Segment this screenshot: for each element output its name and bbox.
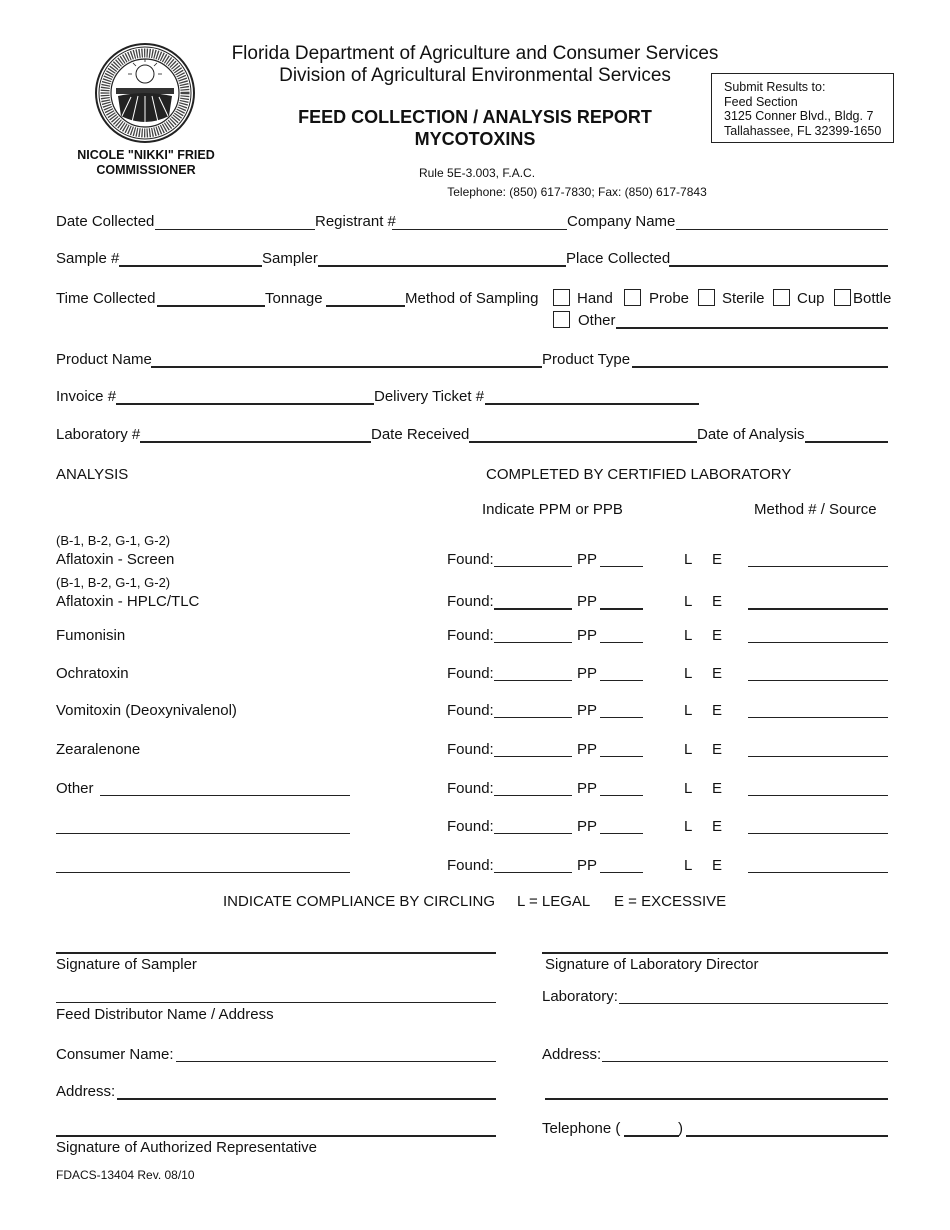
pp-unit-field[interactable] (600, 795, 643, 796)
found-field[interactable] (494, 566, 572, 567)
excessive-option[interactable]: E (712, 818, 723, 835)
found-field[interactable] (494, 642, 572, 643)
analysis-row-label: Vomitoxin (Deoxynivalenol) (56, 702, 237, 719)
consumer-name-label: Consumer Name: (56, 1046, 174, 1063)
address-left-field[interactable] (117, 1098, 496, 1100)
excessive-option[interactable]: E (712, 741, 723, 758)
product-type-field[interactable] (632, 366, 888, 368)
method-source-heading: Method # / Source (754, 501, 877, 518)
tonnage-field[interactable] (326, 305, 405, 307)
found-field[interactable] (494, 717, 572, 718)
method-source-field[interactable] (748, 566, 888, 567)
legal-option[interactable]: L (684, 551, 693, 568)
invoice-field[interactable] (116, 403, 374, 405)
date-of-analysis-label: Date of Analysis (697, 426, 805, 443)
excessive-option[interactable]: E (712, 551, 723, 568)
excessive-option[interactable]: E (712, 627, 723, 644)
method-source-field[interactable] (748, 717, 888, 718)
analysis-row-label: Aflatoxin - HPLC/TLC (56, 593, 200, 610)
address-right-line-2[interactable] (545, 1098, 888, 1100)
consumer-name-field[interactable] (176, 1061, 496, 1062)
date-of-analysis-field[interactable] (805, 441, 888, 443)
pp-label: PP (577, 627, 598, 644)
sterile-label: Sterile (722, 290, 765, 307)
cup-checkbox[interactable] (773, 289, 790, 306)
authorized-signature-label: Signature of Authorized Representative (56, 1139, 317, 1156)
analysis-row-label: Ochratoxin (56, 665, 129, 682)
probe-checkbox[interactable] (624, 289, 641, 306)
area-code-field[interactable] (624, 1135, 679, 1137)
sample-field[interactable] (119, 265, 262, 267)
product-type-label: Product Type (542, 351, 631, 368)
method-source-field[interactable] (748, 872, 888, 873)
found-label: Found: (447, 551, 494, 568)
pp-label: PP (577, 780, 598, 797)
legal-option[interactable]: L (684, 818, 693, 835)
found-label: Found: (447, 818, 494, 835)
pp-unit-field[interactable] (600, 680, 643, 681)
analysis-row-label: Aflatoxin - Screen (56, 551, 175, 568)
cup-label: Cup (797, 290, 825, 307)
legal-option[interactable]: L (684, 627, 693, 644)
laboratory-number-label: Laboratory # (56, 426, 141, 443)
company-name-label: Company Name (567, 213, 676, 230)
found-label: Found: (447, 857, 494, 874)
rule-reference: Rule 5E-3.003, F.A.C. (418, 166, 536, 180)
submit-results-box (711, 73, 894, 143)
sampler-signature-line[interactable] (56, 952, 496, 954)
telephone-label: Telephone ( (542, 1120, 621, 1137)
time-collected-field[interactable] (157, 305, 265, 307)
sterile-checkbox[interactable] (698, 289, 715, 306)
pp-label: PP (577, 551, 598, 568)
analysis-row-label: Fumonisin (56, 627, 126, 644)
hand-label: Hand (577, 290, 613, 307)
address-right-field[interactable] (602, 1061, 888, 1062)
agency-line-2: Division of Agricultural Environmental Services (279, 65, 671, 86)
legal-option[interactable]: L (684, 741, 693, 758)
delivery-ticket-label: Delivery Ticket # (374, 388, 485, 405)
excessive-option[interactable]: E (712, 702, 723, 719)
pp-unit-field[interactable] (600, 833, 643, 834)
pp-unit-field[interactable] (600, 566, 643, 567)
bottle-label: Bottle (853, 290, 892, 307)
other-analyte-field[interactable] (100, 795, 350, 796)
distributor-line[interactable] (56, 1002, 496, 1003)
analysis-row-label: Other (56, 780, 94, 797)
time-collected-label: Time Collected (56, 290, 156, 307)
excessive-option[interactable]: E (712, 857, 723, 874)
legal-option[interactable]: L (684, 702, 693, 719)
method-source-field[interactable] (748, 833, 888, 834)
invoice-label: Invoice # (56, 388, 117, 405)
method-source-field[interactable] (748, 608, 888, 610)
method-source-field[interactable] (748, 756, 888, 757)
excessive-option[interactable]: E (712, 780, 723, 797)
telephone-fax: Telephone: (850) 617-7830; Fax: (850) 617-7843 (447, 185, 707, 199)
commissioner-title: COMMISSIONER (96, 163, 196, 177)
submit-line-4: Tallahassee, FL 32399-1650 (724, 123, 882, 138)
method-of-sampling-label: Method of Sampling (405, 290, 539, 307)
excessive-option[interactable]: E (712, 593, 723, 610)
found-label: Found: (447, 702, 494, 719)
other-method-label: Other (578, 312, 616, 329)
excessive-option[interactable]: E (712, 665, 723, 682)
analysis-row-label: Zearalenone (56, 741, 141, 758)
found-field[interactable] (494, 872, 572, 873)
pp-label: PP (577, 702, 598, 719)
pp-label: PP (577, 665, 598, 682)
found-field[interactable] (494, 795, 572, 796)
found-label: Found: (447, 780, 494, 797)
company-name-field[interactable] (676, 229, 888, 230)
hand-checkbox[interactable] (553, 289, 570, 306)
lab-director-signature-line[interactable] (542, 952, 888, 954)
product-name-label: Product Name (56, 351, 152, 368)
pp-unit-field[interactable] (600, 872, 643, 873)
submit-line-1: Submit Results to: (724, 80, 826, 94)
legal-option[interactable]: L (684, 857, 693, 874)
sample-label: Sample # (56, 250, 120, 267)
pp-label: PP (577, 593, 598, 610)
date-collected-label: Date Collected (56, 213, 155, 230)
found-label: Found: (447, 665, 494, 682)
address-left-label: Address: (56, 1083, 116, 1100)
sampler-label: Sampler (262, 250, 318, 267)
place-collected-field[interactable] (669, 265, 888, 267)
date-collected-field[interactable] (155, 229, 315, 230)
pp-label: PP (577, 818, 598, 835)
pp-label: PP (577, 741, 598, 758)
date-received-field[interactable] (469, 441, 697, 443)
found-field[interactable] (494, 680, 572, 681)
pp-unit-field[interactable] (600, 717, 643, 718)
excessive-key: E = EXCESSIVE (614, 893, 727, 910)
pp-unit-field[interactable] (600, 642, 643, 643)
found-label: Found: (447, 593, 494, 610)
sampler-field[interactable] (318, 265, 566, 267)
tonnage-label: Tonnage (265, 290, 323, 307)
authorized-signature-line[interactable] (56, 1135, 496, 1137)
analysis-heading: ANALYSIS (56, 466, 129, 483)
analysis-row-sub: (B-1, B-2, G-1, G-2) (56, 533, 171, 548)
compliance-instruction: INDICATE COMPLIANCE BY CIRCLING (223, 893, 495, 910)
legal-key: L = LEGAL (517, 893, 591, 910)
form-subtitle: MYCOTOXINS (414, 129, 536, 149)
completed-by-heading: COMPLETED BY CERTIFIED LABORATORY (486, 466, 792, 483)
telephone-close-paren: ) (678, 1120, 683, 1137)
submit-line-2: Feed Section (724, 94, 798, 109)
other-method-field[interactable] (616, 327, 888, 329)
indicate-ppm-ppb: Indicate PPM or PPB (482, 501, 623, 518)
method-source-field[interactable] (748, 642, 888, 643)
found-field[interactable] (494, 756, 572, 757)
sampler-signature-label: Signature of Sampler (56, 956, 197, 973)
pp-unit-field[interactable] (600, 756, 643, 757)
registrant-label: Registrant # (315, 213, 396, 230)
delivery-ticket-field[interactable] (485, 403, 699, 405)
date-received-label: Date Received (371, 426, 470, 443)
product-name-field[interactable] (151, 366, 542, 368)
laboratory-label: Laboratory: (542, 988, 618, 1005)
place-collected-label: Place Collected (566, 250, 671, 267)
found-field[interactable] (494, 608, 572, 610)
address-right-label: Address: (542, 1046, 602, 1063)
probe-label: Probe (649, 290, 690, 307)
distributor-label: Feed Distributor Name / Address (56, 1006, 274, 1023)
method-source-field[interactable] (748, 795, 888, 796)
legal-option[interactable]: L (684, 665, 693, 682)
found-label: Found: (447, 627, 494, 644)
laboratory-number-field[interactable] (140, 441, 371, 443)
other-method-checkbox[interactable] (553, 311, 570, 328)
legal-option[interactable]: L (684, 780, 693, 797)
analysis-row-sub: (B-1, B-2, G-1, G-2) (56, 575, 171, 590)
other-analyte-field[interactable] (56, 833, 350, 834)
form-number: FDACS-13404 Rev. 08/10 (56, 1168, 195, 1182)
found-field[interactable] (494, 833, 572, 834)
laboratory-field[interactable] (619, 1003, 888, 1004)
commissioner-name: NICOLE "NIKKI" FRIED (77, 148, 215, 162)
lab-director-signature-label: Signature of Laboratory Director (545, 956, 759, 973)
agency-line-1: Florida Department of Agriculture and Consumer Services (231, 43, 719, 64)
form-title: FEED COLLECTION / ANALYSIS REPORT (298, 107, 652, 127)
pp-label: PP (577, 857, 598, 874)
submit-line-3: 3125 Conner Blvd., Bldg. 7 (724, 109, 874, 123)
registrant-field[interactable] (392, 229, 567, 230)
telephone-field[interactable] (686, 1135, 888, 1137)
found-label: Found: (447, 741, 494, 758)
method-source-field[interactable] (748, 680, 888, 681)
bottle-checkbox[interactable] (834, 289, 851, 306)
legal-option[interactable]: L (684, 593, 693, 610)
other-analyte-field[interactable] (56, 872, 350, 873)
pp-unit-field[interactable] (600, 608, 643, 610)
